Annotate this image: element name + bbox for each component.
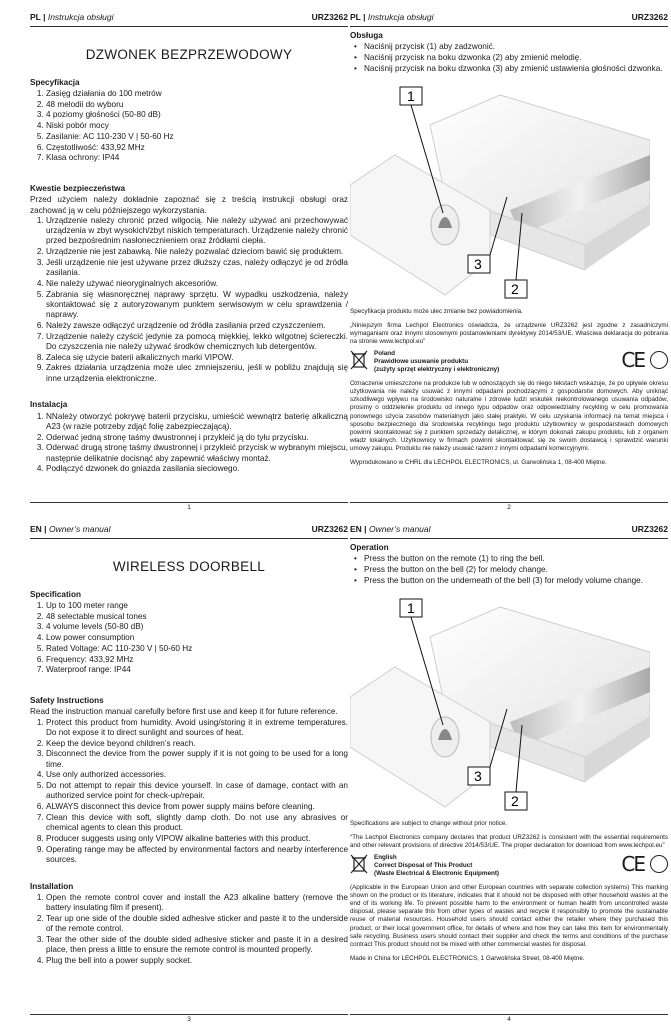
header-lang: EN | bbox=[350, 524, 367, 534]
list-item: 2. Urządzenie nie jest zabawką. Nie należy pozwalać dzieciom bawić się produktem. bbox=[46, 247, 348, 257]
disposal-title: Prawidłowe usuwanie produktu bbox=[374, 357, 469, 365]
disposal-country: English bbox=[374, 853, 397, 861]
list-item: 4. Podłączyć dzwonek do gniazda zasilania sieciowego. bbox=[46, 464, 348, 474]
label-3: 3 bbox=[474, 767, 482, 784]
doorbell-diagram bbox=[350, 85, 650, 300]
disposal-subtitle: (zużyty sprzęt elektryczny i elektroniczny) bbox=[374, 366, 500, 374]
header-model: URZ3262 bbox=[631, 12, 668, 22]
list-item: 4. Use only authorized accessories. bbox=[46, 770, 348, 780]
list-item: 1. Urządzenie należy chronić przed wilgocią. Nie należy używać ani przechowywać urządzenia w zbyt wysokich/zbyt niskich temperaturach. Urządzenie należy chronić przed bezpośrednim nasłonecznieniem oraz źródłami ciepła. bbox=[46, 216, 348, 247]
doorbell-illustration bbox=[350, 85, 650, 300]
ce-mark: CE bbox=[621, 347, 644, 372]
page-header bbox=[30, 12, 348, 27]
page-title: DZWONEK BEZPRZEWODOWY bbox=[85, 46, 293, 62]
recycle-icon bbox=[650, 351, 668, 369]
list-item: 5. Zabrania się własnoręcznej naprawy sprzętu. W wypadku uszkodzenia, należy skontaktować się z autoryzowanym punktem serwisowym w celu sprawdzenia / naprawy. bbox=[46, 290, 348, 321]
page-header bbox=[30, 524, 348, 539]
list-item: 7. Waterproof range: IP44 bbox=[46, 665, 348, 675]
list-item: 3. Oderwać drugą stronę taśmy dwustronnej i przykleić przycisk w wybranym miejscu, następnie delikatnie docisnąć aby zapewnić właściwy montaż. bbox=[46, 443, 348, 464]
doorbell-illustration bbox=[350, 597, 650, 812]
page-1 bbox=[30, 12, 348, 512]
page-4 bbox=[350, 524, 668, 1024]
spec-heading: Specyfikacja bbox=[30, 77, 80, 87]
list-item: • Naciśnij przycisk na boku dzwonka (3) aby zmienić ustawienia głośności dzwonka. bbox=[364, 64, 668, 74]
list-item: 9. Operating range may be affected by environmental factors and nearby interference sources. bbox=[46, 845, 348, 866]
list-item: 4. Niski pobór mocy bbox=[46, 121, 348, 131]
list-item: 7. Clean this device with soft, slightly damp cloth. Do not use any abrasives or chemical agents to clean this product. bbox=[46, 813, 348, 834]
list-item: 6. Należy zawsze odłączyć urządzenie od źródła zasilania przed czyszczeniem. bbox=[46, 321, 348, 331]
list-item: 2. 48 selectable musical tones bbox=[46, 612, 348, 622]
disposal-text: Oznaczenie umieszczone na produkcie lub w odnoszących się do niego tekstach wskazuje, że po upływie okresu użytkowania nie należy usuwać z innymi odpadami pochodzącymi z gospodarstw domowych. Aby uniknąć szkodliwego wpływu na środowisko naturalne i zdrowie ludzi wskutek niekontrolowanego usuwania odpadów, prosimy o oddzielenie produktu od innego typu odpadów oraz odpowiedzialny recykling w celu promowania ponownego użycia zasobów materialnych jako stałej praktyki. W celu uzyskania informacji na temat miejsca i sposobu bezpiecznego dla środowiska recyklingu tego produktu użytkownicy w gospodarstwach domowych powinni skontaktować się z punktem sprzedaży detalicznej, w którym dokonali zakupu produktu, lub z organem władz lokalnych. Użytkownicy w firmach powinni skontaktować się ze swoim dostawcą i sprawdzić warunki umowy zakupu. Produktu nie należy usuwać razem z innymi odpadami komercyjnymi. bbox=[350, 380, 668, 452]
spec-note: Specyfikacja produktu może ulec zmianie bez powiadomienia. bbox=[350, 307, 523, 315]
list-item: 5. Do not attempt to repair this device yourself. In case of damage, contact with an authorized service point for check-up/repair. bbox=[46, 781, 348, 802]
list-item: 6. Frequency: 433,92 MHz bbox=[46, 655, 348, 665]
page-number: 3 bbox=[30, 1014, 348, 1024]
crossed-bin-icon bbox=[350, 350, 368, 370]
doorbell-diagram bbox=[350, 597, 650, 812]
page-3 bbox=[30, 524, 348, 1024]
list-item: 2. Oderwać jedną stronę taśmy dwustronnej i przykleić ją do tyłu przycisku. bbox=[46, 433, 348, 443]
page-number: 2 bbox=[350, 502, 668, 512]
operation-heading: Obsługa bbox=[350, 30, 383, 40]
list-item: 2. Tear up one side of the double sided adhesive sticker and paste it to the underside of the remote control. bbox=[46, 914, 348, 935]
list-item: 3. Jeśli urządzenie nie jest używane przez dłuższy czas, należy odłączyć je od źródła zasilania. bbox=[46, 258, 348, 279]
list-item: 4. Nie należy używać nieoryginalnych akcesoriów. bbox=[46, 279, 348, 289]
list-item: 3. 4 poziomy głośności (50-80 dB) bbox=[46, 110, 348, 120]
list-item: 1. Up to 100 meter range bbox=[46, 601, 348, 611]
list-item: • Press the button on the bell (2) for melody change. bbox=[364, 565, 668, 575]
disposal-marks bbox=[350, 851, 668, 879]
install-heading: Instalacja bbox=[30, 400, 68, 410]
disposal-text: (Applicable in the European Union and other European countries with separate collection systems) This marking shown on the product or its literature, indicates that it should not be disposed with other household wastes at the end of its working life. To prevent possible harm to the environment or human health from uncontrolled waste disposal, please separate this from other types of wastes and recycle it responsibly to promote the sustainable reuse of material resources. Household users should contact either the retailer where they purchased this product, or their local government office, for details of where and how they can take this item for environmentally safe recycling. Business users should contact their supplier and check the terms and conditions of the purchase contract This product should not be mixed with other commercial wastes for disposal. bbox=[350, 884, 668, 948]
header-title: Instrukcja obsługi bbox=[47, 12, 114, 22]
list-item: 8. Producer suggests using only VIPOW alkaline batteries with this product. bbox=[46, 834, 348, 844]
page-title: WIRELESS DOORBELL bbox=[112, 558, 266, 574]
label-3: 3 bbox=[474, 255, 482, 272]
disposal-country: Poland bbox=[374, 349, 395, 357]
spec-list bbox=[30, 601, 348, 676]
manufacturer-note: Made in China for LECHPOL ELECTRONICS, 1 Garwolińska Street, 08-400 Miętne. bbox=[350, 954, 585, 962]
header-model: URZ3262 bbox=[631, 524, 668, 534]
list-item: • Naciśnij przycisk (1) aby zadzwonić. bbox=[364, 42, 668, 52]
spec-note: Specifications are subject to change without prior notice. bbox=[350, 819, 508, 827]
list-item: 6. ALWAYS disconnect this device from power supply mains before cleaning. bbox=[46, 802, 348, 812]
recycle-icon bbox=[650, 855, 668, 873]
install-list bbox=[30, 412, 348, 475]
declaration: “The Lechpol Electronics company declares that product URZ3262 is consistent with the essential requirements and other relevant provisions of directive 2014/53/UE. The proper declaration for download from www.lechpol.eu” bbox=[350, 833, 668, 849]
header-title: Owner’s manual bbox=[368, 524, 431, 534]
page-2 bbox=[350, 12, 668, 512]
list-item: 8. Zaleca się użycie baterii alkalicznych marki VIPOW. bbox=[46, 353, 348, 363]
ce-mark: CE bbox=[621, 851, 644, 876]
header-lang: EN | bbox=[30, 524, 47, 534]
list-item: 5. Rated Voltage: AC 110-230 V | 50-60 Hz bbox=[46, 644, 348, 654]
page-number: 1 bbox=[30, 502, 348, 512]
operation-heading: Operation bbox=[350, 542, 389, 552]
list-item: 1. Zasięg działania do 100 metrów bbox=[46, 89, 348, 99]
declaration: „Niniejszym firma Lechpol Electronics oświadcza, że urządzenie URZ3262 jest zgodne z zasadniczymi wymaganiami oraz innymi stosownymi postanowieniami dyrektywy 2014/53/UE. Właściwa deklaracja do pobrania na stronie www.lechpol.eu” bbox=[350, 321, 668, 345]
page-number: 4 bbox=[350, 1014, 668, 1024]
list-item: 1. Protect this product from humidity. Avoid using/storing it in extreme temperatures. Do not expose it to direct sunlight and sources of heat. bbox=[46, 718, 348, 739]
safety-intro: Read the instruction manual carefully before first use and keep it for future reference. bbox=[30, 707, 338, 717]
list-item: 7. Klasa ochrony: IP44 bbox=[46, 153, 348, 163]
list-item: • Naciśnij przycisk na boku dzwonka (2) aby zmienić melodię. bbox=[364, 53, 668, 63]
header-lang: PL | bbox=[350, 12, 366, 22]
install-heading: Installation bbox=[30, 881, 74, 891]
safety-list bbox=[30, 216, 348, 384]
install-list bbox=[30, 893, 348, 966]
list-item: 5. Zasilanie: AC 110-230 V | 50-60 Hz bbox=[46, 132, 348, 142]
disposal-marks bbox=[350, 347, 668, 375]
list-item: 1. Open the remote control cover and install the A23 alkaline battery (remove the battery insulating film if present). bbox=[46, 893, 348, 914]
header-lang: PL | bbox=[30, 12, 46, 22]
label-2: 2 bbox=[511, 792, 519, 809]
spec-heading: Specification bbox=[30, 589, 81, 599]
disposal-title: Correct Disposal of This Product bbox=[374, 861, 473, 869]
label-2: 2 bbox=[511, 280, 519, 297]
header-title: Owner’s manual bbox=[48, 524, 111, 534]
list-item: 2. 48 melodii do wyboru bbox=[46, 100, 348, 110]
list-item: 7. Urządzenie należy czyścić jedynie za pomocą miękkiej, lekko wilgotnej ściereczki. Do czyszczenia nie należy używać środków chemicznych lub detergentów. bbox=[46, 332, 348, 353]
operation-list bbox=[350, 554, 668, 587]
page-header bbox=[350, 12, 668, 27]
header-model: URZ3262 bbox=[311, 524, 348, 534]
header-model: URZ3262 bbox=[311, 12, 348, 22]
list-item: • Press the button on the remote (1) to ring the bell. bbox=[364, 554, 668, 564]
safety-intro: Przed użyciem należy dokładnie zapoznać się z treścią instrukcji obsługi oraz zachować ją w celu późniejszego wykorzystania. bbox=[30, 195, 348, 215]
safety-list bbox=[30, 718, 348, 866]
label-1: 1 bbox=[407, 599, 415, 616]
list-item: 1. NNależy otworzyć pokrywę baterii przycisku, umieścić wewnątrz baterię alkaliczną A23 (w razie potrzeby zdjąć folię zabezpieczającą). bbox=[46, 412, 348, 433]
safety-heading: Kwestie bezpieczeństwa bbox=[30, 184, 126, 193]
spec-list bbox=[30, 89, 348, 164]
list-item: 9. Zakres działania urządzenia może ulec zmniejszeniu, jeśli w pobliżu znajdują się inne urządzenia elektroniczne. bbox=[46, 363, 348, 384]
list-item: 3. Disconnect the device from the power supply if it is not going to be used for a long time. bbox=[46, 749, 348, 770]
list-item: 4. Plug the bell into a power supply socket. bbox=[46, 956, 348, 966]
header-title: Instrukcja obsługi bbox=[367, 12, 434, 22]
list-item: • Press the button on the underneath of the bell (3) for melody volume change. bbox=[364, 576, 668, 586]
crossed-bin-icon bbox=[350, 854, 368, 874]
list-item: 3. 4 volume levels (50-80 dB) bbox=[46, 622, 348, 632]
label-1: 1 bbox=[407, 87, 415, 104]
disposal-subtitle: (Waste Electrical & Electronic Equipment) bbox=[374, 870, 500, 878]
list-item: 4. Low power consumption bbox=[46, 633, 348, 643]
list-item: 3. Tear the other side of the double sided adhesive sticker and paste it in a desired place, then press a little to ensure the remote control is mounted properly. bbox=[46, 935, 348, 956]
list-item: 2. Keep the device beyond children’s reach. bbox=[46, 739, 348, 749]
page-header bbox=[350, 524, 668, 539]
safety-heading: Safety Instructions bbox=[30, 696, 104, 705]
operation-list bbox=[350, 42, 668, 75]
manufacturer-note: Wyprodukowano w CHRL dla LECHPOL ELECTRONICS, ul. Garwolińska 1, 08-400 Miętne. bbox=[350, 458, 607, 466]
list-item: 6. Częstotliwość: 433,92 MHz bbox=[46, 143, 348, 153]
